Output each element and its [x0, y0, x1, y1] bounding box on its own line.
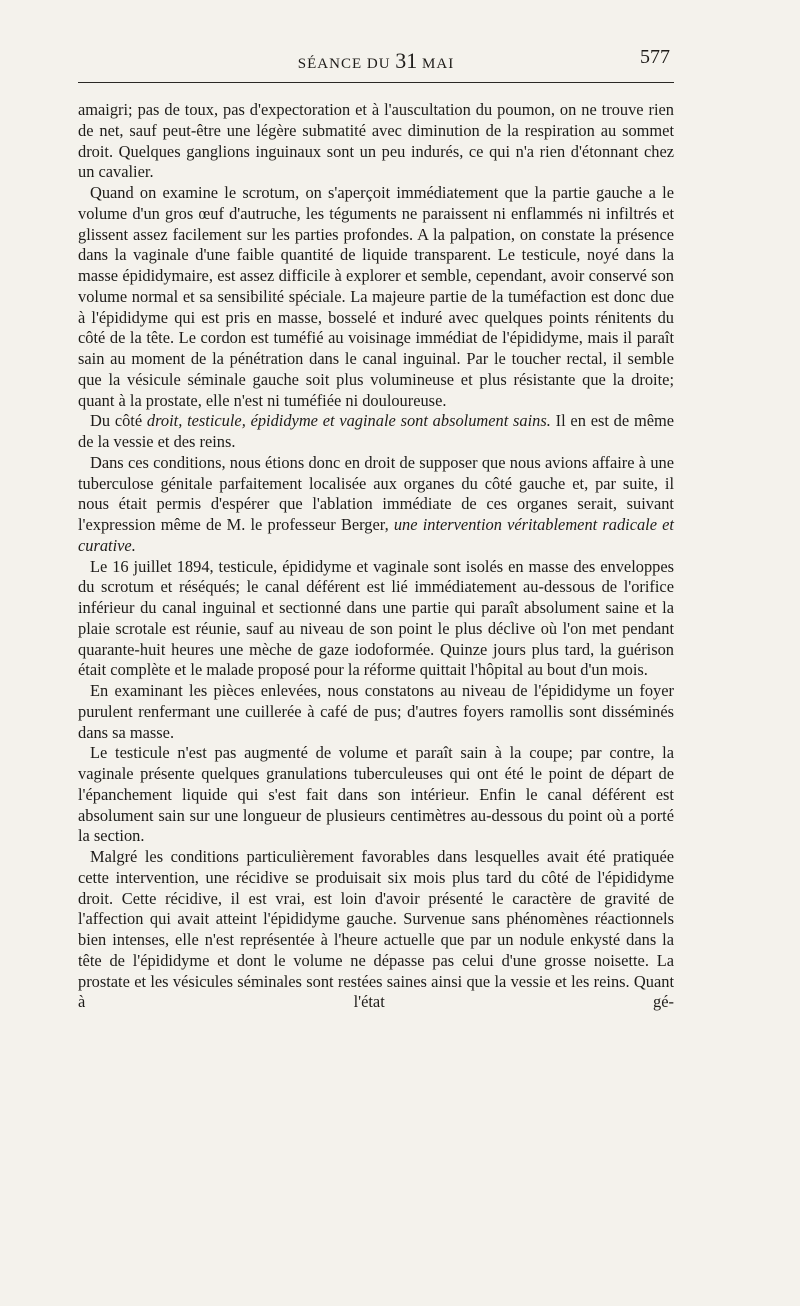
text-run: Du côté: [90, 411, 147, 431]
text-run: Il en est de même de la vessie et des reins.: [78, 411, 674, 451]
text-run: En examinant les pièces enlevées, nous constatons au niveau de l'épididyme un foyer purulent renfermant une cuillerée à café de pus; d'autres foyers ramollis sont disséminés dans sa masse.: [78, 681, 674, 742]
body-text: [78, 100, 674, 1013]
italic-text: droit, testicule, épididyme et vaginale sont absolument sains.: [146, 411, 551, 431]
text-run: Le 16 juillet 1894, testicule, épididyme et vaginale sont isolés en masse des enveloppes du scrotum et réséqués; le canal déférent est lié immédiatement au-dessous de l'orifice inférieur du canal inguinal et sectionné dans une partie qui paraît absolument saine et la plaie scrotale est réunie, sauf au niveau de son point le plus déclive où l'on met pendant quarante-huit heures une mèche de gaze iodoformée. Quinze jours plus tard, la guérison était complète et le malade proposé pour la réforme quittait l'hôpital au bout d'un mois.: [78, 556, 674, 680]
running-title-suffix: MAI: [417, 56, 455, 72]
italic-text: une intervention véritablement radicale et curative.: [78, 515, 674, 555]
paragraph: [78, 557, 674, 682]
header-rule: [78, 82, 674, 83]
paragraph: [78, 100, 674, 183]
text-run: amaigri; pas de toux, pas d'expectoration et à l'auscultation du poumon, on ne trouve rien de net, sauf peut-être une légère submatité avec diminution de la respiration au sommet droit. Quelques ganglions inguinaux sont un peu indurés, ce qui n'a rien d'étonnant chez un cavalier.: [78, 100, 674, 182]
running-head: [78, 46, 674, 73]
text-run: Dans ces conditions, nous étions donc en droit de supposer que nous avions affaire à une tuberculose génitale parfaitement localisée aux organes du côté gauche et, par suite, il nous était permis d'espérer que l'ablation immédiate de ces organes serait, suivant l'expression même de M. le professeur Berger,: [78, 452, 674, 534]
text-run: Quand on examine le scrotum, on s'aperçoit immédiatement que la partie gauche a le volume d'un gros œuf d'autruche, les téguments ne paraissent ni enflammés ni infiltrés et glissent assez facilement sur les parties profondes. A la palpation, on constate la présence dans la vaginale d'une faible quantité de liquide transparent. Le testicule, noyé dans la masse épididymaire, est assez difficile à explorer et semble, cependant, avoir conservé son volume normal et sa sensibilité spéciale. La majeure partie de la tuméfaction est donc due à l'épididyme qui est pris en masse, bosselé et induré avec quelques points rénitents du côté de la tête. Le cordon est tuméfié au voisinage immédiat de l'épididyme, mais il paraît sain au moment de la pénétration dans le canal inguinal. Par le toucher rectal, il semble que la vésicule séminale gauche soit plus volumineuse et plus résistante que la droite; quant à la prostate, elle n'est ni tuméfiée ni douloureuse.: [78, 183, 674, 410]
paragraph: [78, 847, 674, 1013]
text-run: Malgré les conditions particulièrement favorables dans lesquelles avait été pratiquée cette intervention, une récidive se produisait six mois plus tard du côté de l'épididyme droit. Cette récidive, il est vrai, est loin d'avoir présenté le caractère de gravité de l'affection qui avait atteint l'épididyme gauche. Survenue sans phénomènes réactionnels bien intenses, elle n'est représentée à l'heure actuelle que par un nodule enkysté dans la tête de l'épididyme et dont le volume ne dépasse pas celui d'une grosse noisette. La prostate et les vésicules séminales sont restées saines ainsi que la vessie et les reins. Quant à l'état gé-: [78, 847, 674, 1012]
running-title-day: 31: [395, 48, 418, 73]
page-number: 577: [640, 46, 670, 68]
paragraph: [78, 681, 674, 743]
paragraph: [78, 743, 674, 847]
book-page: [78, 0, 674, 1306]
paragraph: [78, 183, 674, 411]
paragraph: [78, 411, 674, 453]
paragraph: [78, 453, 674, 557]
text-run: Le testicule n'est pas augmenté de volume et paraît sain à la coupe; par contre, la vaginale présente quelques granulations tuberculeuses qui ont été le point de départ de l'épanchement liquide qui s'est fait dans son intérieur. Enfin le canal déférent est absolument sain sur une longueur de plusieurs centimètres au-dessous du point où a porté la section.: [78, 743, 674, 846]
running-title: [78, 48, 674, 74]
running-title-prefix: SÉANCE DU: [297, 56, 396, 72]
